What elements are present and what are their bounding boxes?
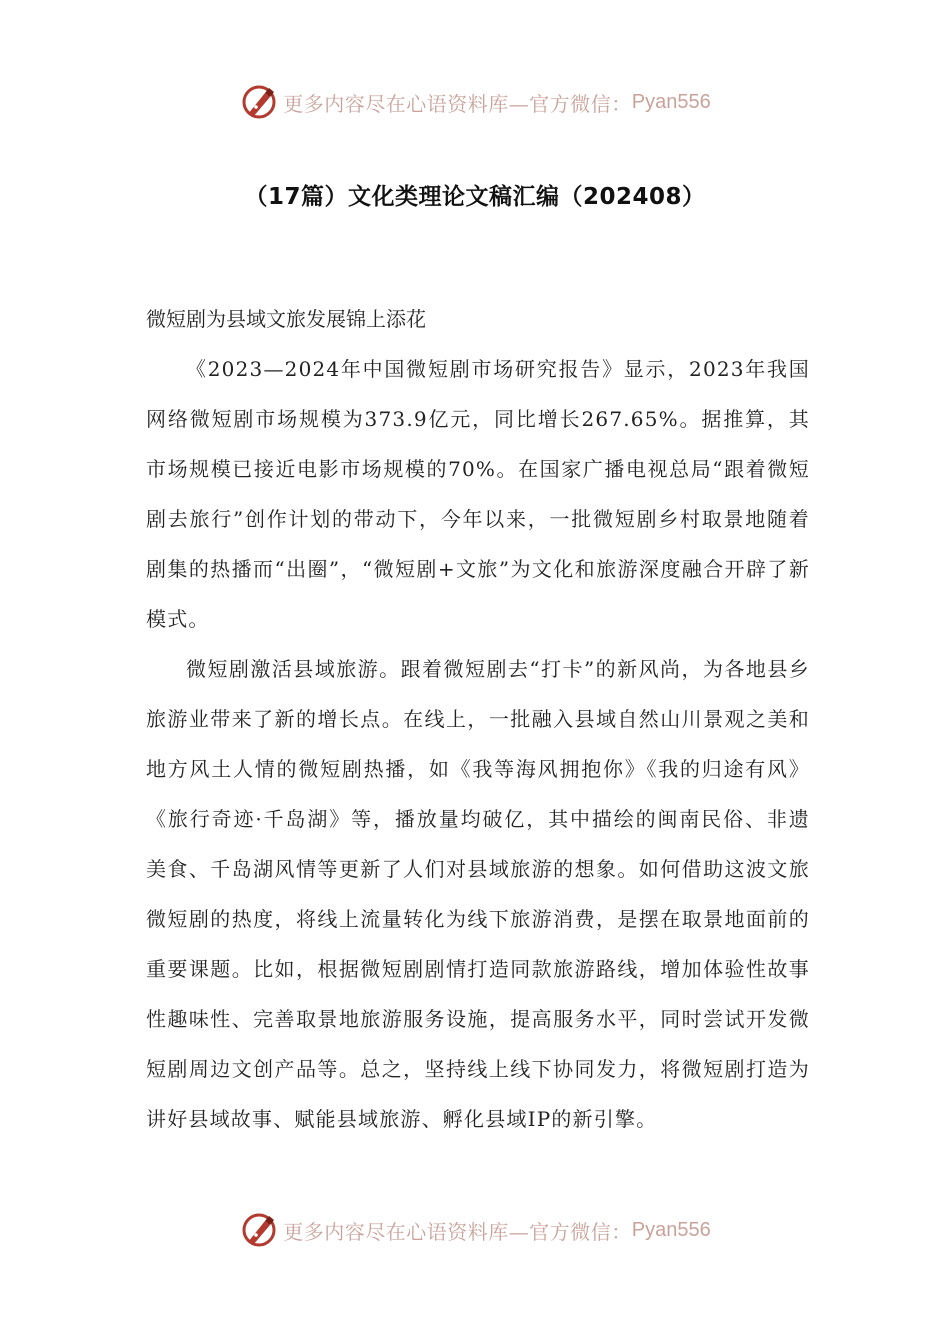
footer-watermark-banner xyxy=(0,1208,950,1252)
paragraph-market-report: 《2023—2024年中国微短剧市场研究报告》显示，2023年我国网络微短剧市场规模为373.9亿元，同比增长267.65%。据推算，其市场规模已接近电影市场规模的70%。在国家广播电视总局“跟着微短剧去旅行”创作计划的带动下，今年以来，一批微短剧乡村取景地随着剧集的热播而“出圈”，“微短剧+文旅”为文化和旅游深度融合开辟了新模式。 xyxy=(146,357,810,631)
pen-nib-logo-icon xyxy=(239,1210,279,1250)
article-heading: 微短剧为县域文旅发展锦上添花 xyxy=(146,307,426,331)
watermark-text: 更多内容尽在心语资料库—官方微信： xyxy=(283,1219,632,1244)
watermark-wechat-id: Pyan556 xyxy=(631,1218,711,1241)
watermark-wechat-id: Pyan556 xyxy=(631,90,711,113)
paragraph-county-tourism: 微短剧激活县域旅游。跟着微短剧去“打卡”的新风尚，为各地县乡旅游业带来了新的增长点。在线上，一批融入县域自然山川景观之美和地方风土人情的微短剧热播，如《我等海风拥抱你》《我的归途有风》《旅行奇迹·千岛湖》等，播放量均破亿，其中描绘的闽南民俗、非遗美食、千岛湖风情等更新了人们对县域旅游的想象。如何借助这波文旅微短剧的热度，将线上流量转化为线下旅游消费，是摆在取景地面前的重要课题。比如，根据微短剧剧情打造同款旅游路线，增加体验性故事性趣味性、完善取景地旅游服务设施，提高服务水平，同时尝试开发微短剧周边文创产品等。总之，坚持线上线下协同发力，将微短剧打造为讲好县域故事、赋能县域旅游、孵化县域IP的新引擎。 xyxy=(146,657,810,1131)
document-title: （17篇）文化类理论文稿汇编（202408） xyxy=(244,184,706,210)
article-body xyxy=(146,294,810,1144)
header-watermark-banner xyxy=(0,80,950,124)
watermark-text: 更多内容尽在心语资料库—官方微信： xyxy=(283,91,632,116)
pen-nib-logo-icon xyxy=(239,82,279,122)
